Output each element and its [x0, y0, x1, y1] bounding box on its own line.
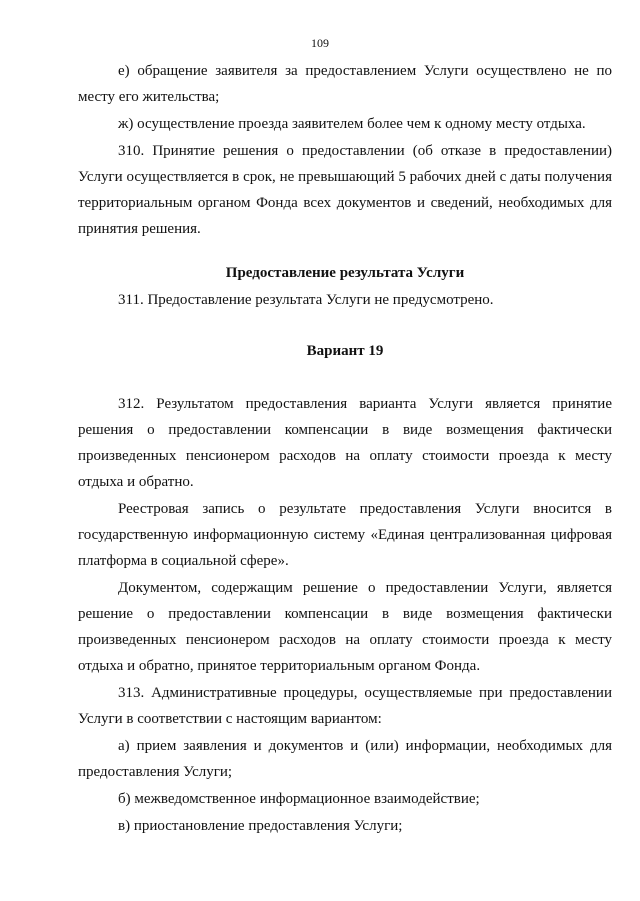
list-item-v: в) приостановление предоставления Услуги;: [118, 818, 403, 834]
paragraph-311: 311. Предоставление результата Услуги не предусмотрено.: [118, 292, 494, 308]
section-heading-result: Предоставление результата Услуги: [225, 265, 465, 281]
paragraph-310: 310. Принятие решения о предоставлении (об отказе в предоставлении) Услуги осуществляется в срок, не превышающий 5 рабочих дней с даты получения территориальным органом Фонда всех документов и сведений, необходимых для принятия решения.: [78, 143, 612, 237]
paragraph-registry-entry: Реестровая запись о результате предоставления Услуги вносится в государственную информационную систему «Единая централизованная цифровая платформа в социальной сфере».: [78, 501, 612, 569]
list-item-b: б) межведомственное информационное взаимодействие;: [118, 791, 480, 807]
paragraph-item-zh: ж) осуществление проезда заявителем более чем к одному месту отдыха.: [118, 116, 586, 132]
document-body: [78, 58, 612, 839]
paragraph-313: 313. Административные процедуры, осуществляемые при предоставлении Услуги в соответствии с настоящим вариантом:: [78, 685, 612, 727]
paragraph-decision-document: Документом, содержащим решение о предоставлении Услуги, является решение о предоставлении компенсации в виде возмещения фактически произведенных пенсионером расходов на оплату стоимости проезда к месту отдыха и обратно, принятое территориальным органом Фонда.: [78, 580, 612, 674]
paragraph-312: 312. Результатом предоставления варианта Услуги является принятие решения о предоставлении компенсации в виде возмещения фактически произведенных пенсионером расходов на оплату стоимости проезда к месту отдыха и обратно.: [78, 396, 612, 490]
list-item-a: а) прием заявления и документов и (или) информации, необходимых для предоставления Услуги;: [78, 738, 612, 780]
paragraph-item-e: е) обращение заявителя за предоставлением Услуги осуществлено не по месту его жительства;: [78, 63, 612, 105]
section-heading-variant: Вариант 19: [306, 343, 384, 359]
page-number: 109: [311, 36, 329, 50]
